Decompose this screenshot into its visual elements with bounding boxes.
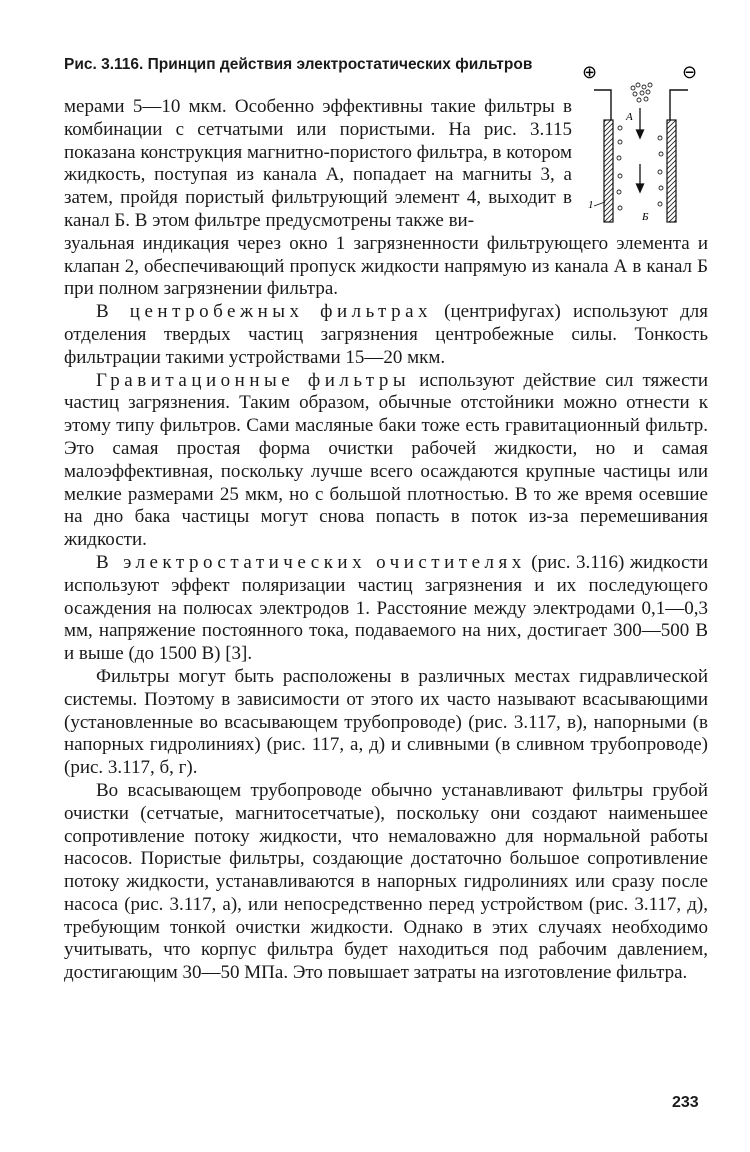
paragraph-rest: (центрифугах) используют для отделения твердых частиц загрязнения центробежные силы. Тонкость фильтрации такими устройствами 15—20 мкм. <box>64 301 708 368</box>
spaced-term: В центробежных фильтрах <box>96 301 433 323</box>
paragraph-rest: используют действие сил тяжести частиц загрязнения. Таким образом, обычные отстойники можно отнести к этому типу фильтров. Сами масляные баки тоже есть гравитационный фильтр. Это самая простая форма очистки рабочей жидкости, но и самая малоэффективная, поскольку лучше всего осаждаются крупные частицы или мелкие размерами 25 мкм, но с большой плотностью. В то же время осевшие на дно бака частицы могут снова попасть в поток из-за перемешивания жидкости. <box>64 369 708 551</box>
paragraph-centrifugal <box>64 301 708 369</box>
channel-label-a: А <box>626 111 633 123</box>
paragraph-locations: Фильтры могут быть расположены в различных местах гидравлической системы. Поэтому в зависимости от этого их часто называют всасывающими (установленные во всасывающем трубопроводе) (рис. 3.117, в), напорными (в напорных гидролиниях) (рис. 117, а, д) и сливными (в сливном трубопроводе) (рис. 3.117, б, г). <box>64 665 708 779</box>
minus-terminal-icon: ⊖ <box>682 62 698 83</box>
paragraph-rest: (рис. 3.116) жидкости используют эффект поляризации частиц загрязнения и их последующего осаждения на полюсах электродов 1. Расстояние между электродами 0,1—0,3 мм, напряжение постоянного тока, подаваемого на них, достигает 300—500 В и выше (до 1500 В) [3]. <box>64 551 709 665</box>
paragraph-suction: Во всасывающем трубопроводе обычно устанавливают фильтры грубой очистки (сетчатые, магнитосетчатые), поскольку они создают наименьшее сопротивление потоку жидкости, что немаловажно для нормальной работы насосов. Пористые фильтры, создающие достаточно большое сопротивление потоку жидкости, устанавливаются в напорных гидролиниях или сразу после насоса (рис. 3.117, а), или непосредственно перед устройством (рис. 3.117, д), требующим тонкой очистки жидкости. Однако в этих случаях необходимо учитывать, что корпус фильтра будет находиться под рабочим давлением, достигающим 30—50 МПа. Это повышает затраты на изготовление фильтра. <box>64 779 708 984</box>
page-number: 233 <box>672 1094 699 1111</box>
spaced-term: В электростатических очистителях <box>96 551 526 573</box>
electrode-label-1: 1 <box>588 199 594 211</box>
figure-caption: Рис. 3.116. Принцип действия электростатических фильтров <box>64 56 533 73</box>
paragraph-1-wide: зуальная индикация через окно 1 загрязненности фильтрующего элемента и клапан 2, обеспечивающий пропуск жидкости напрямую из канала А в канал Б при полном загрязнении фильтра. <box>64 232 708 300</box>
channel-label-b: Б <box>642 211 649 223</box>
spaced-term: Гравитационные фильтры <box>96 369 411 391</box>
plus-terminal-icon: ⊕ <box>582 62 598 83</box>
main-text <box>64 96 708 985</box>
paragraph-electrostatic <box>64 552 708 666</box>
paragraph-gravity <box>64 370 708 552</box>
paragraph-1-narrow: мерами 5—10 мкм. Особенно эффективны такие фильтры в комбинации с сетчатыми или пористыми. На рис. 3.115 показана конструкция магнитно-пористого фильтра, в котором жидкость, поступая из канала А, попадает на магниты 3, а затем, пройдя пористый фильтрующий элемент 4, выходит в канал Б. В этом фильтре предусмотрены также ви- <box>64 96 573 231</box>
